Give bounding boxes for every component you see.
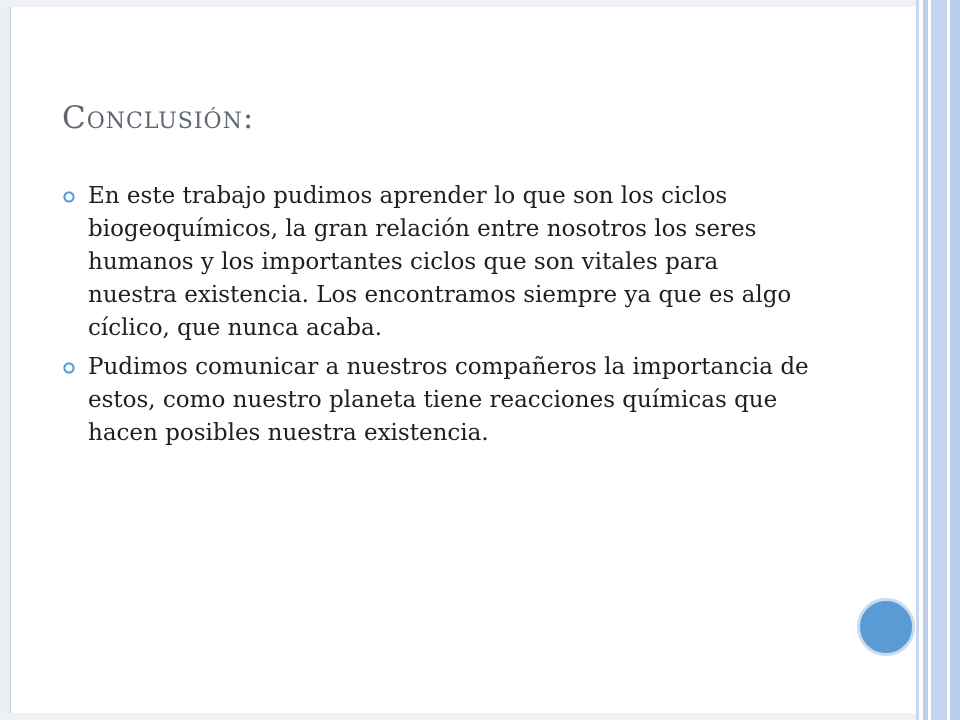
slide-frame-left — [0, 0, 11, 720]
bullet-text: Pudimos comunicar a nuestros compañeros la importancia de estos, como nuestro planeta tiene reacciones químicas que hacen posibles nuestra existencia. — [88, 354, 809, 446]
hollow-circle-bullet-icon — [62, 361, 76, 375]
stripe — [931, 0, 947, 720]
bullet-text: En este trabajo pudimos aprender lo que son los ciclos biogeoquímicos, la gran relación entre nosotros los seres humanos y los importantes ciclos que son vitales para nuestra existencia. Los encontramos siempre ya que es algo cíclico, que nunca acaba. — [88, 183, 792, 341]
slide-frame-bottom — [0, 713, 918, 720]
slide-title: Conclusión: — [62, 100, 255, 136]
hollow-circle-bullet-icon — [62, 190, 76, 204]
decorative-circle — [857, 598, 915, 656]
stripe — [950, 0, 960, 720]
bullet-item — [62, 180, 812, 345]
bullet-list — [62, 180, 812, 456]
bullet-item — [62, 351, 812, 450]
slide-frame-top — [0, 0, 918, 7]
decorative-stripes — [916, 0, 960, 720]
